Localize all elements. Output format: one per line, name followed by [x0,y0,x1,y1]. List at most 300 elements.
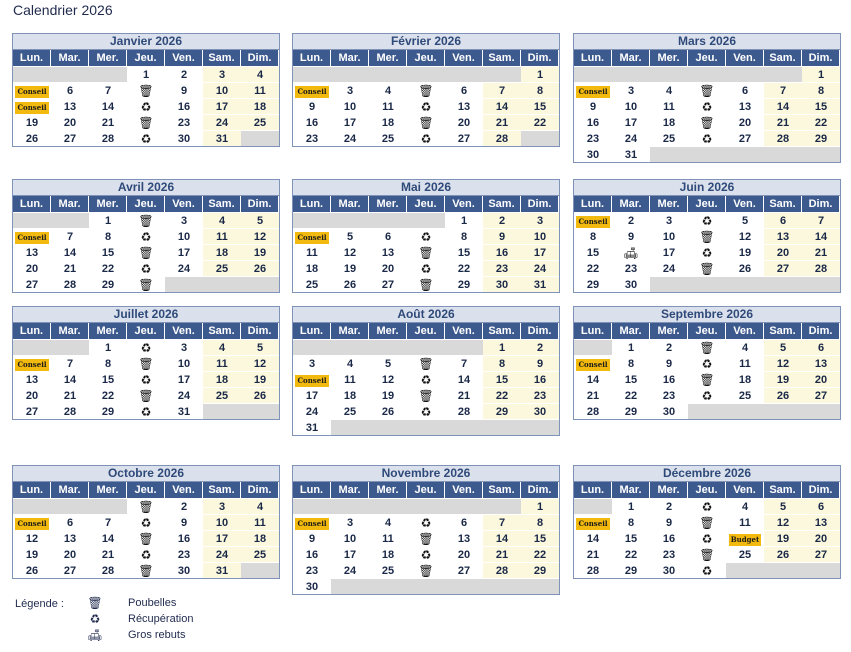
day-cell: 7 [89,82,127,98]
empty-day-cell [293,66,331,82]
trash-icon: 🗑 [699,516,715,530]
weekday-header: Lun. [574,323,612,339]
weekday-header: Mer. [89,482,127,498]
day-cell: 9 [293,530,331,546]
day-cell [293,228,331,244]
weekday-header: Dim. [802,196,840,212]
day-cell: 7 [51,355,89,371]
day-cell: 13 [764,228,802,244]
empty-day-cell [407,578,445,594]
day-cell [688,387,726,403]
recycle-icon: ♻ [140,230,152,244]
weekday-header: Mer. [369,196,407,212]
day-cell: 24 [203,114,241,130]
recycle-icon: ♻ [420,262,432,276]
day-cell: 14 [483,530,521,546]
empty-day-cell [407,339,445,355]
day-cell: 2 [612,212,650,228]
day-cell: 12 [726,228,764,244]
empty-day-cell [650,66,688,82]
weekday-header: Dim. [802,323,840,339]
day-cell: 25 [293,276,331,292]
day-cell: 26 [331,276,369,292]
empty-day-cell [331,212,369,228]
day-cell: 6 [445,82,483,98]
empty-day-cell [483,578,521,594]
day-cell: 21 [764,114,802,130]
weekday-header: Sam. [483,50,521,66]
day-cell: 21 [483,546,521,562]
day-cell: 30 [165,130,203,146]
weekday-header: Dim. [241,323,279,339]
day-cell: 21 [574,546,612,562]
recycle-icon: ♻ [420,516,432,530]
day-cell: 13 [51,530,89,546]
day-cell: 6 [764,212,802,228]
day-cell: 30 [521,403,559,419]
month-title: Mars 2026 [574,34,840,50]
month-calendar [292,179,560,293]
day-cell: 30 [293,578,331,594]
day-cell: 5 [241,212,279,228]
day-cell: 14 [89,98,127,114]
recycle-icon: ♻ [420,405,432,419]
day-cell: 21 [802,244,840,260]
day-cell: 17 [612,114,650,130]
day-cell: 25 [241,114,279,130]
day-cell: 3 [650,212,688,228]
day-cell [688,355,726,371]
weekday-header: Lun. [293,50,331,66]
day-cell: 15 [612,530,650,546]
weekday-header: Ven. [445,482,483,498]
weekday-header: Ven. [165,482,203,498]
day-cell: 28 [764,130,802,146]
empty-day-cell [726,403,764,419]
day-cell: 10 [331,98,369,114]
day-cell: 9 [612,228,650,244]
legend-text: Poubelles [128,597,177,609]
trash-icon: 🗑 [87,596,103,610]
day-cell: 16 [165,98,203,114]
empty-day-cell [726,276,764,292]
day-cell: 10 [203,82,241,98]
day-cell [407,82,445,98]
day-cell: 8 [612,355,650,371]
empty-day-cell [802,562,840,578]
day-cell [407,260,445,276]
day-cell: 23 [521,387,559,403]
weekday-header: Ven. [445,50,483,66]
weekday-header: Lun. [293,196,331,212]
day-cell: 4 [369,514,407,530]
empty-day-cell [574,339,612,355]
day-cell: 17 [650,244,688,260]
weekday-header: Ven. [445,323,483,339]
day-cell [127,355,165,371]
day-cell: 8 [521,514,559,530]
recycle-icon: ♻ [701,357,713,371]
day-cell [127,339,165,355]
day-cell: 28 [89,562,127,578]
day-cell [127,130,165,146]
weekday-header: Jeu. [688,323,726,339]
day-cell [127,98,165,114]
empty-day-cell [726,66,764,82]
trash-icon: 🗑 [699,84,715,98]
day-cell: 10 [650,228,688,244]
day-cell: 21 [51,387,89,403]
weekday-header: Jeu. [407,323,445,339]
day-cell: 11 [650,98,688,114]
weekday-header: Mar. [612,482,650,498]
day-cell: 26 [13,130,51,146]
day-cell: 28 [574,562,612,578]
empty-day-cell [89,66,127,82]
day-cell: 23 [483,260,521,276]
day-cell: 9 [650,514,688,530]
empty-day-cell [650,146,688,162]
day-cell: 13 [445,530,483,546]
month-calendar [292,306,560,436]
recycle-icon: ♻ [420,230,432,244]
day-cell: 14 [51,371,89,387]
weekday-header: Lun. [13,50,51,66]
day-cell [407,130,445,146]
trash-icon: 🗑 [138,84,154,98]
day-cell: 31 [165,403,203,419]
day-cell: 11 [331,371,369,387]
day-cell [407,403,445,419]
day-cell [13,514,51,530]
day-cell: 29 [483,403,521,419]
day-cell: 16 [521,371,559,387]
trash-icon: 🗑 [418,357,434,371]
recycle-icon: ♻ [420,548,432,562]
day-cell: 18 [293,260,331,276]
month-calendar [573,306,841,420]
day-cell [127,212,165,228]
trash-icon: 🗑 [418,532,434,546]
empty-day-cell [483,419,521,435]
day-cell: 20 [13,387,51,403]
day-cell: 27 [51,130,89,146]
weekday-header: Jeu. [127,50,165,66]
day-cell: 19 [13,114,51,130]
weekday-header: Sam. [483,196,521,212]
day-cell: 28 [51,403,89,419]
day-cell: 4 [241,498,279,514]
weekday-header: Sam. [764,50,802,66]
trash-icon: 🗑 [699,373,715,387]
day-cell: 18 [203,371,241,387]
legend-text: Récupération [128,613,194,625]
day-cell: 12 [241,228,279,244]
day-cell: 16 [165,530,203,546]
day-cell: 14 [764,98,802,114]
day-cell [688,82,726,98]
day-cell: 30 [650,403,688,419]
day-cell: 31 [521,276,559,292]
weekday-header: Mer. [369,50,407,66]
day-cell: 20 [802,371,840,387]
weekday-header: Mar. [612,196,650,212]
recycle-icon: ♻ [701,564,713,578]
recycle-icon: ♻ [701,214,713,228]
day-cell [574,82,612,98]
day-cell: 14 [445,371,483,387]
day-cell: 31 [293,419,331,435]
day-cell: 22 [802,114,840,130]
day-cell: 9 [165,82,203,98]
empty-day-cell [369,66,407,82]
day-cell: 5 [331,228,369,244]
day-cell: 22 [612,387,650,403]
day-cell: 23 [574,130,612,146]
day-cell: 1 [483,339,521,355]
day-cell: 8 [483,355,521,371]
day-cell: 22 [89,260,127,276]
trash-icon: 🗑 [699,116,715,130]
empty-day-cell [51,212,89,228]
day-cell: 18 [650,114,688,130]
empty-day-cell [574,66,612,82]
day-cell: 25 [331,403,369,419]
trash-icon: 🗑 [138,389,154,403]
weekday-header: Dim. [521,323,559,339]
day-cell [127,371,165,387]
day-cell: 24 [612,130,650,146]
recycle-icon: ♻ [89,612,101,626]
day-cell: 19 [241,244,279,260]
trash-icon: 🗑 [138,116,154,130]
day-cell [407,98,445,114]
day-cell: 2 [165,66,203,82]
day-cell: 12 [369,371,407,387]
empty-day-cell [241,562,279,578]
day-cell: 11 [241,514,279,530]
conseil-tag: Conseil [578,360,608,369]
day-cell: 9 [293,98,331,114]
day-cell: 20 [764,244,802,260]
day-cell: 2 [650,498,688,514]
day-cell: 15 [574,244,612,260]
trash-icon: 🗑 [138,246,154,260]
empty-day-cell [688,276,726,292]
day-cell: 11 [203,228,241,244]
day-cell: 18 [726,371,764,387]
weekday-header: Jeu. [688,482,726,498]
day-cell: 7 [445,355,483,371]
day-cell: 29 [521,562,559,578]
day-cell: 19 [241,371,279,387]
weekday-header: Ven. [726,482,764,498]
empty-day-cell [802,403,840,419]
day-cell: 28 [802,260,840,276]
legend-item [86,628,186,644]
month-title: Janvier 2026 [13,34,279,50]
month-title: Juillet 2026 [13,307,279,323]
day-cell: 16 [650,371,688,387]
day-cell: 6 [51,82,89,98]
trash-icon: 🗑 [138,357,154,371]
recycle-icon: ♻ [140,373,152,387]
day-cell [688,371,726,387]
month-calendar [292,33,560,147]
day-cell: 11 [726,514,764,530]
weekday-header: Jeu. [688,196,726,212]
day-cell: 1 [802,66,840,82]
trash-icon: 🗑 [418,389,434,403]
day-cell: 20 [726,114,764,130]
day-cell [688,339,726,355]
day-cell: 23 [165,114,203,130]
weekday-header: Mer. [89,196,127,212]
recycle-icon: ♻ [701,532,713,546]
weekday-header: Dim. [521,196,559,212]
day-cell: 17 [331,546,369,562]
day-cell: 18 [241,530,279,546]
day-cell: 26 [726,260,764,276]
empty-day-cell [241,130,279,146]
day-cell: 17 [165,371,203,387]
empty-day-cell [574,498,612,514]
day-cell: 10 [612,98,650,114]
day-cell: 22 [483,387,521,403]
empty-day-cell [726,562,764,578]
day-cell: 7 [764,82,802,98]
trash-icon: 🗑 [138,278,154,292]
empty-day-cell [726,146,764,162]
day-cell [574,355,612,371]
day-cell: 31 [203,130,241,146]
day-cell: 9 [521,355,559,371]
weekday-header: Sam. [764,482,802,498]
day-cell: 20 [445,546,483,562]
day-cell [407,244,445,260]
empty-day-cell [293,498,331,514]
empty-day-cell [241,276,279,292]
empty-day-cell [407,66,445,82]
day-cell: 21 [89,546,127,562]
day-cell: 7 [483,82,521,98]
day-cell: 17 [165,244,203,260]
day-cell: 15 [521,98,559,114]
empty-day-cell [331,339,369,355]
day-cell: 14 [51,244,89,260]
day-cell: 29 [802,130,840,146]
conseil-tag: Conseil [17,233,47,242]
day-cell [688,228,726,244]
weekday-header: Ven. [726,50,764,66]
day-cell: 25 [241,546,279,562]
day-cell: 24 [293,403,331,419]
day-cell: 10 [331,530,369,546]
recycle-icon: ♻ [701,389,713,403]
armchair-icon: 🛋 [87,628,103,642]
day-cell: 22 [445,260,483,276]
weekday-header: Ven. [726,323,764,339]
legend-item [86,596,177,612]
month-calendar [573,179,841,293]
day-cell [407,228,445,244]
day-cell: 24 [165,260,203,276]
month-calendar [292,465,560,595]
recycle-icon: ♻ [140,262,152,276]
day-cell: 14 [802,228,840,244]
empty-day-cell [293,212,331,228]
budget-tag: Budget [730,535,760,544]
day-cell: 23 [650,387,688,403]
weekday-header: Jeu. [407,50,445,66]
day-cell: 17 [293,387,331,403]
day-cell [127,562,165,578]
weekday-header: Dim. [241,50,279,66]
day-cell: 25 [203,387,241,403]
day-cell [13,98,51,114]
day-cell: 3 [293,355,331,371]
empty-day-cell [51,339,89,355]
weekday-header: Mar. [331,323,369,339]
day-cell: 1 [89,212,127,228]
recycle-icon: ♻ [701,500,713,514]
day-cell: 14 [574,530,612,546]
day-cell: 16 [293,546,331,562]
day-cell: 14 [574,371,612,387]
day-cell: 4 [203,212,241,228]
weekday-header: Mar. [331,196,369,212]
day-cell [407,546,445,562]
weekday-header: Mer. [89,50,127,66]
day-cell: 19 [13,546,51,562]
day-cell: 13 [13,371,51,387]
weekday-header: Lun. [574,482,612,498]
empty-day-cell [331,498,369,514]
day-cell: 1 [89,339,127,355]
day-cell: 6 [802,498,840,514]
day-cell: 28 [483,130,521,146]
day-cell: 12 [764,514,802,530]
weekday-header: Ven. [726,196,764,212]
empty-day-cell [764,146,802,162]
empty-day-cell [612,66,650,82]
day-cell: 13 [13,244,51,260]
empty-day-cell [51,66,89,82]
day-cell [407,514,445,530]
day-cell: 25 [369,562,407,578]
empty-day-cell [407,498,445,514]
day-cell: 8 [445,228,483,244]
weekday-header: Jeu. [127,196,165,212]
day-cell: 2 [650,339,688,355]
day-cell: 3 [331,514,369,530]
day-cell [13,228,51,244]
trash-icon: 🗑 [138,564,154,578]
month-title: Septembre 2026 [574,307,840,323]
day-cell: 24 [203,546,241,562]
day-cell: 26 [369,403,407,419]
day-cell [688,114,726,130]
day-cell: 24 [331,562,369,578]
day-cell [127,260,165,276]
day-cell: 17 [521,244,559,260]
day-cell: 28 [51,276,89,292]
weekday-header: Dim. [802,482,840,498]
day-cell [127,530,165,546]
day-cell: 4 [369,82,407,98]
day-cell: 8 [89,355,127,371]
day-cell: 8 [612,514,650,530]
